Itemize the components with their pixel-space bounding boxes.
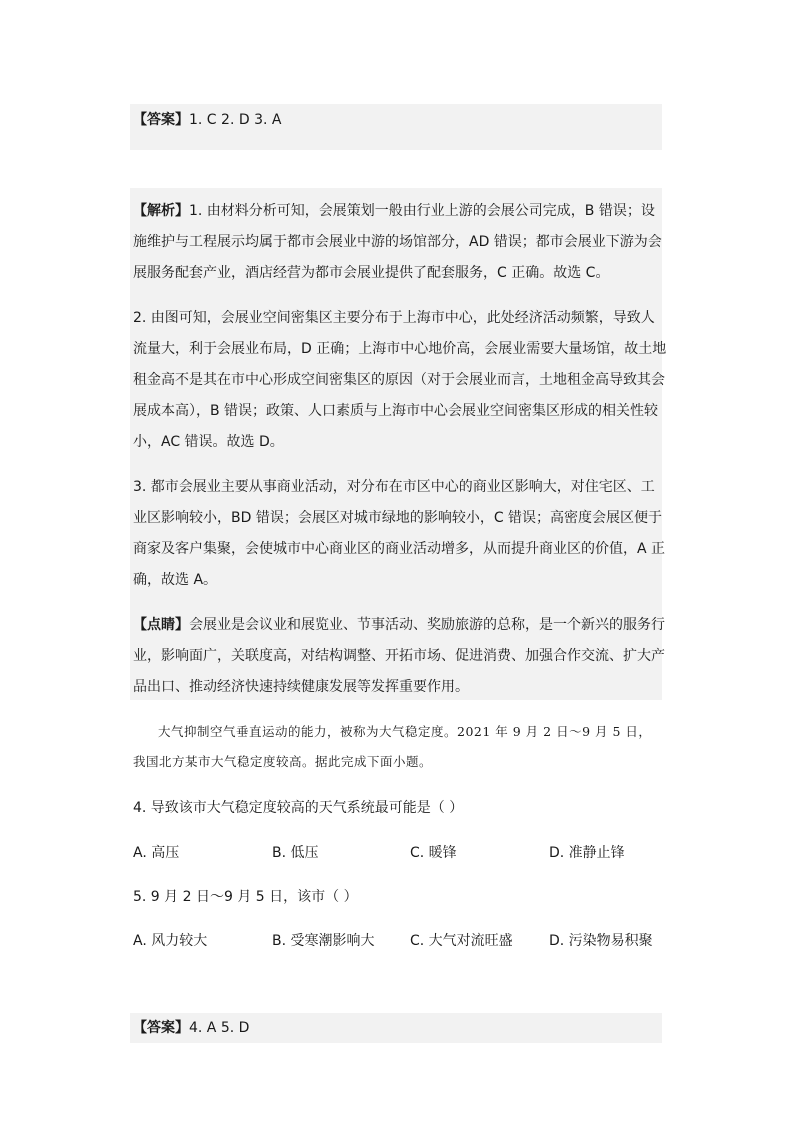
- q4-option-c: C. 暖锋: [410, 845, 457, 861]
- analysis-p2-line-5: 小，AC 错误。故选 D。: [133, 434, 284, 450]
- answer-line-1: [133, 111, 281, 129]
- q5-option-d: D. 污染物易积聚: [549, 933, 653, 949]
- q5-option-c: C. 大气对流旺盛: [410, 933, 513, 949]
- analysis-p1-line-3: 展服务配套产业，酒店经营为都市会展业提供了配套服务，C 正确。故选 C。: [133, 265, 610, 281]
- q5-stem: 5. 9 月 2 日～9 月 5 日，该市（ ）: [133, 889, 358, 905]
- analysis-p1-line-2: 施维护与工程展示均属于都市会展业中游的场馆部分，AD 错误；都市会展业下游为会: [133, 234, 662, 250]
- analysis-p3-line-1: 3. 都市会展业主要从事商业活动，对分布在市区中心的商业区影响大，对住宅区、工: [133, 479, 655, 495]
- material-line-1: 大气抑制空气垂直运动的能力，被称为大气稳定度。2021 年 9 月 2 日～9 月 5 日，: [158, 724, 652, 739]
- dianjing-label: 【点睛】: [133, 617, 189, 633]
- answer-text: 1. C 2. D 3. A: [189, 112, 282, 128]
- analysis-p3-line-3: 商家及客户集聚，会使城市中心商业区的商业活动增多，从而提升商业区的价值，A 正: [133, 541, 666, 557]
- answer-line-2: [133, 1019, 249, 1037]
- analysis-p2-line-4: 展成本高），B 错误；政策、人口素质与上海市中心会展业空间密集区形成的相关性较: [133, 403, 659, 419]
- q4-option-d: D. 准静止锋: [549, 845, 625, 861]
- q4-stem: 4. 导致该市大气稳定度较高的天气系统最可能是（ ）: [133, 800, 464, 816]
- q4-option-b: B. 低压: [272, 845, 319, 861]
- analysis-p3-line-4: 确，故选 A。: [133, 572, 218, 588]
- q5-option-a: A. 风力较大: [133, 933, 208, 949]
- analysis-p3-line-2: 业区影响较小，BD 错误；会展区对城市绿地的影响较小，C 错误；高密度会展区便于: [133, 510, 663, 526]
- analysis-p2-line-1: 2. 由图可知，会展业空间密集区主要分布于上海市中心，此处经济活动频繁，导致人: [133, 310, 655, 326]
- dianjing-line-3: 品出口、推动经济快速持续健康发展等发挥重要作用。: [133, 679, 469, 695]
- analysis-p1-line-1: 【解析】1. 由材料分析可知，会展策划一般由行业上游的会展公司完成，B 错误；设: [133, 203, 655, 219]
- answer2-text: 4. A 5. D: [189, 1020, 250, 1036]
- q4-option-a: A. 高压: [133, 845, 180, 861]
- answer-label: 【答案】: [133, 112, 189, 128]
- dianjing-line-1: 【点睛】会展业是会议业和展览业、节事活动、奖励旅游的总称，是一个新兴的服务行: [133, 617, 665, 633]
- material-line-2: 我国北方某市大气稳定度较高。据此完成下面小题。: [133, 754, 433, 769]
- q5-option-b: B. 受寒潮影响大: [272, 933, 375, 949]
- dianjing-line-2: 业，影响面广，关联度高，对结构调整、开拓市场、促进消费、加强合作交流、扩大产: [133, 648, 665, 664]
- analysis-p2-line-3: 租金高不是其在市中心形成空间密集区的原因（对于会展业而言，土地租金高导致其会: [133, 372, 665, 388]
- analysis-p2-line-2: 流量大，利于会展业布局，D 正确；上海市中心地价高，会展业需要大量场馆，故土地: [133, 341, 667, 357]
- analysis-label: 【解析】: [133, 203, 189, 219]
- answer2-label: 【答案】: [133, 1020, 189, 1036]
